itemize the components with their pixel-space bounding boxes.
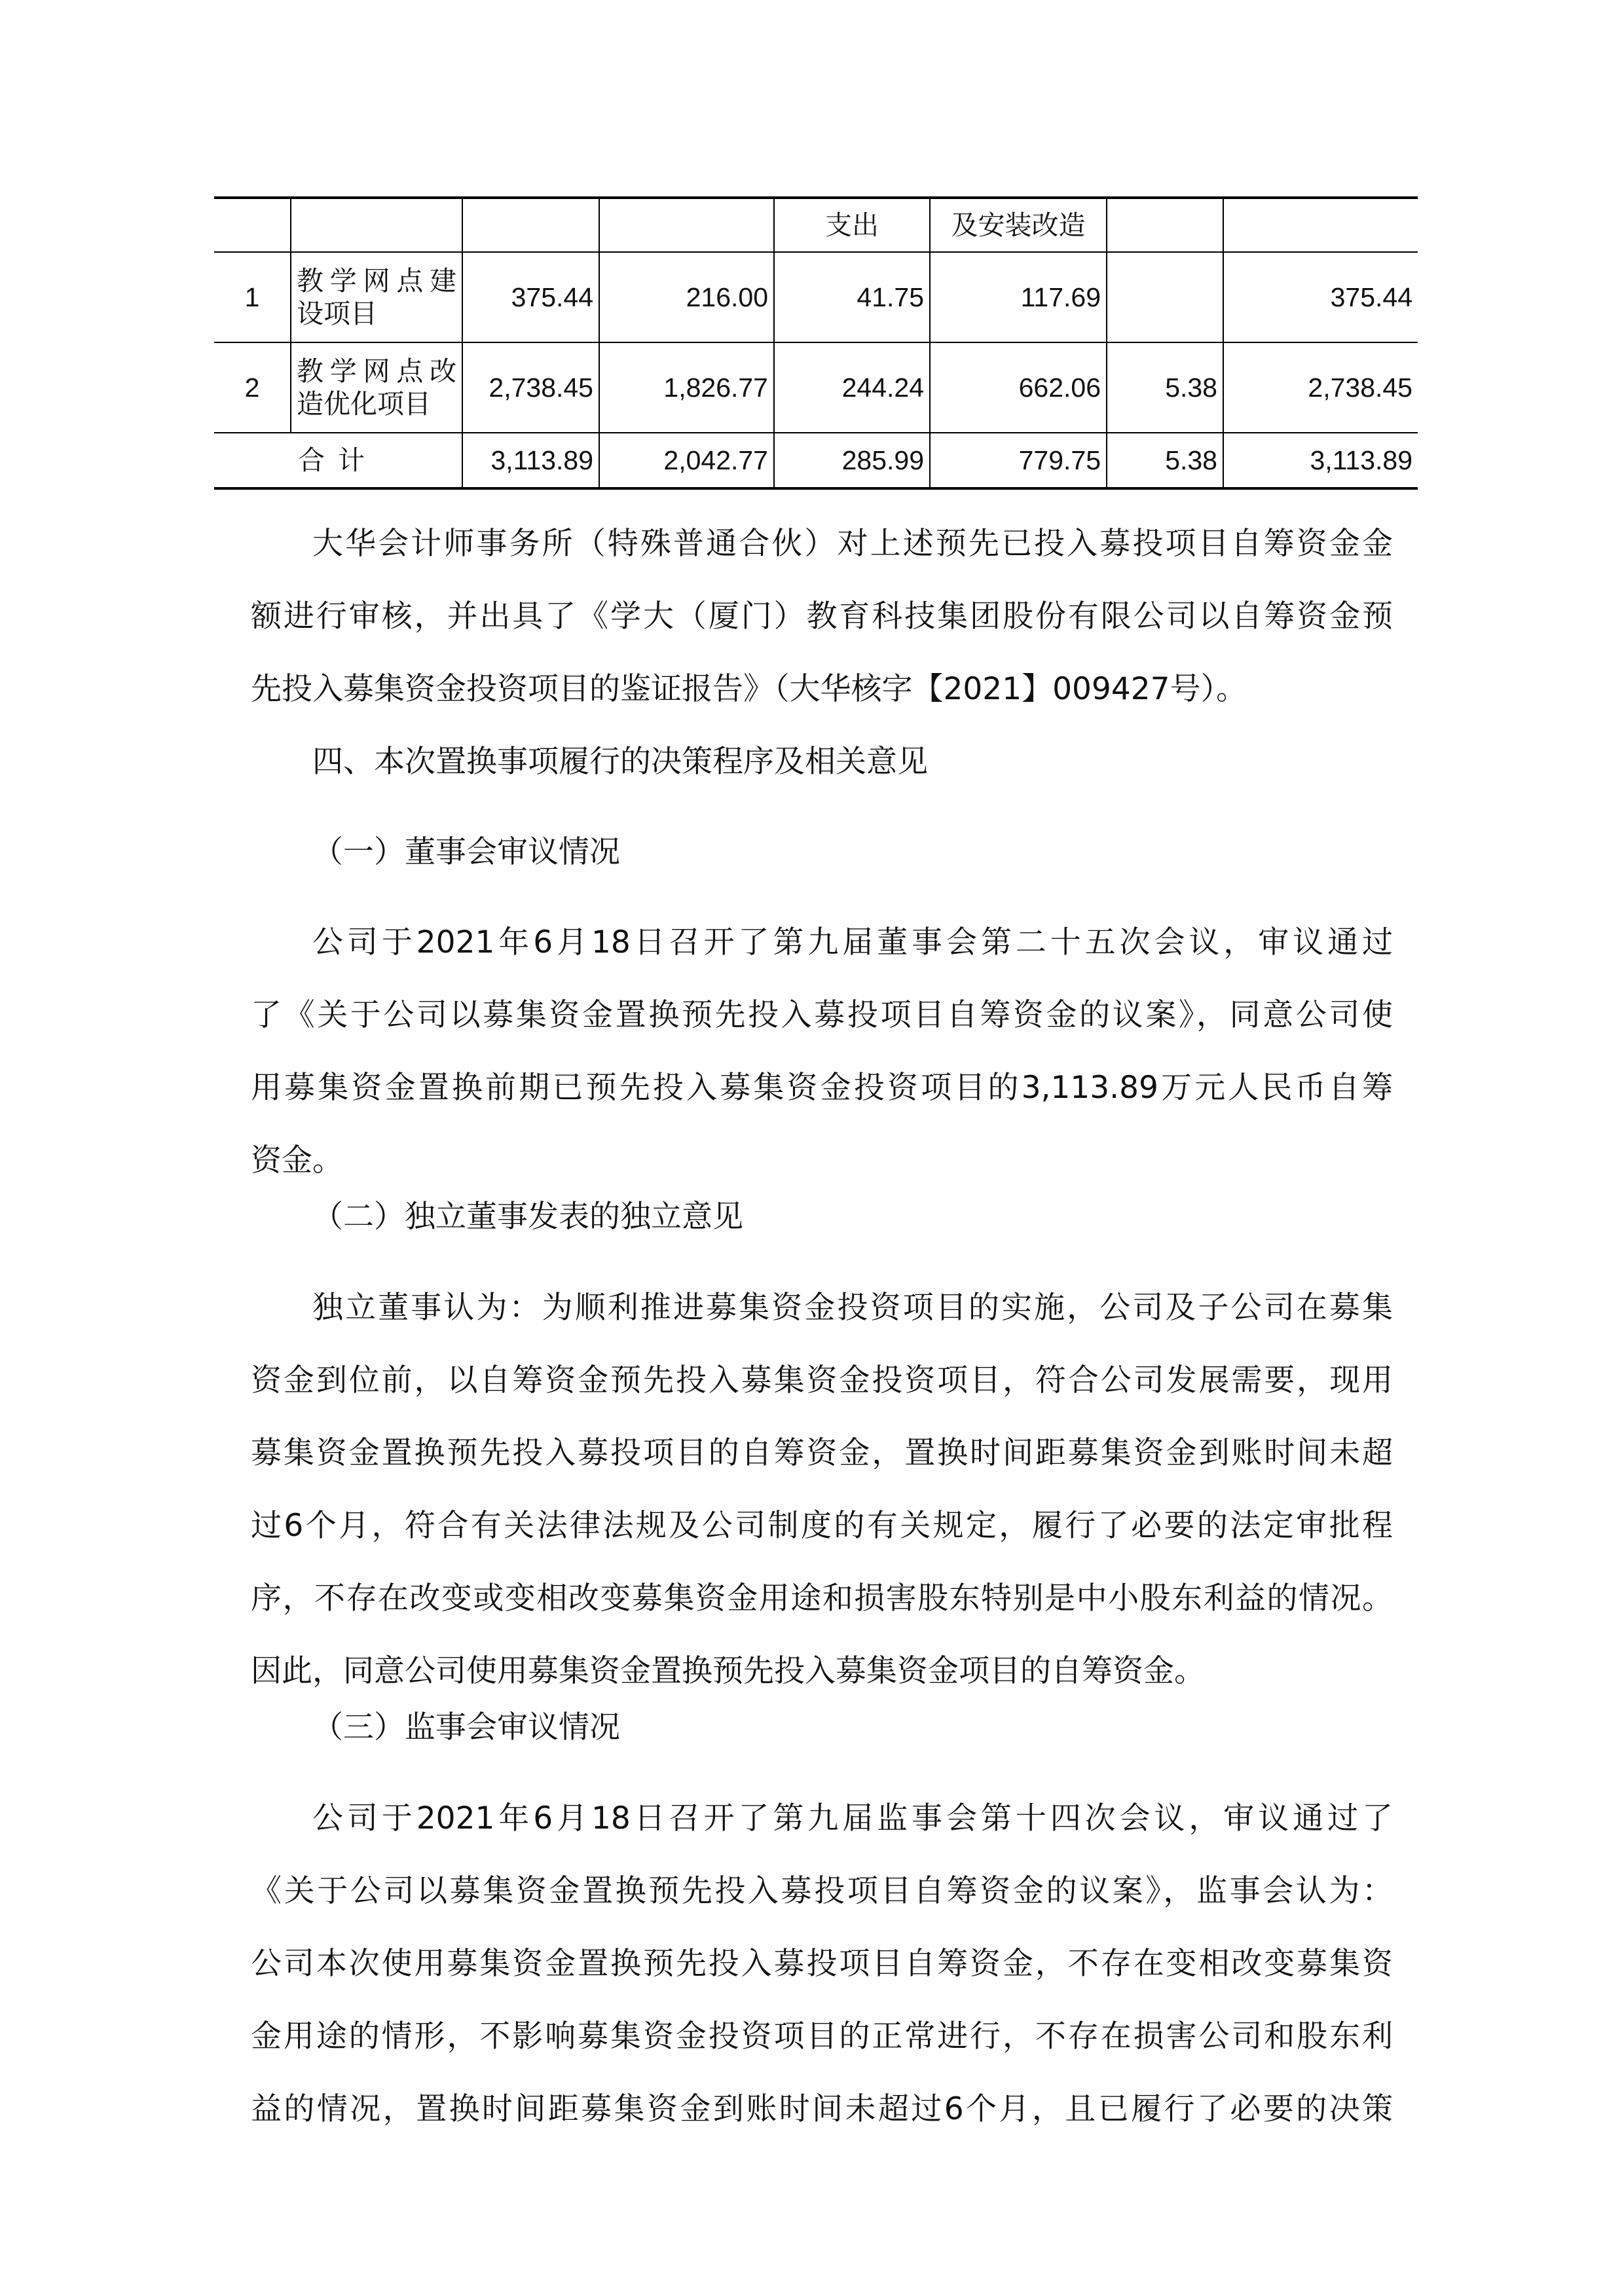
table-total-row [214, 433, 1418, 488]
table-cell: 662.06 [930, 342, 1107, 433]
table-cell [1107, 252, 1223, 342]
text-line: 因此，同意公司使用募集资金置换预先投入募集资金项目的自筹资金。 [251, 1653, 1205, 1689]
subsection-heading: （二）独立董事发表的独立意见 [312, 1199, 743, 1235]
text-line: 金用途的情形，不影响募集资金投资项目的正常进行，不存在损害公司和股东利 [251, 2018, 1393, 2054]
table-cell: 244.24 [774, 342, 930, 433]
text-line: 独立董事认为：为顺利推进募集资金投资项目的实施，公司及子公司在募集 [312, 1290, 1393, 1326]
text-line: 大华会计师事务所（特殊普通合伙）对上述预先已投入募投项目自筹资金金 [312, 526, 1393, 562]
board-paragraph [251, 906, 1393, 1197]
table-cell: 2,738.45 [1223, 342, 1418, 433]
section-heading: 四、本次置换事项履行的决策程序及相关意见 [312, 744, 928, 780]
text-line: 公司于2021年6月18日召开了第九届监事会第十四次会议，审议通过了 [312, 1800, 1393, 1836]
text-line: 了《关于公司以募集资金置换预先投入募投项目自筹资金的议案》，同意公司使 [251, 997, 1393, 1033]
table-cell: 5.38 [1107, 342, 1223, 433]
fund-table [214, 196, 1418, 490]
text-line: 先投入募集资金投资项目的鉴证报告》（大华核字【2021】009427号）。 [251, 671, 1247, 707]
table-cell: 41.75 [774, 252, 930, 342]
subsection-heading: （一）董事会审议情况 [312, 834, 620, 870]
table-cell: 2,042.77 [599, 433, 774, 488]
text-line: 序，不存在改变或变相改变募集资金用途和损害股东特别是中小股东利益的情况。 [251, 1580, 1393, 1616]
table-cell: 1,826.77 [599, 342, 774, 433]
text-line: 《关于公司以募集资金置换预先投入募投项目自筹资金的议案》，监事会认为： [251, 1873, 1393, 1909]
text-line: 用募集资金置换前期已预先投入募集资金投资项目的3,113.89万元人民币自筹 [251, 1070, 1393, 1106]
project-name [291, 342, 462, 433]
table-header-cell [214, 198, 291, 252]
table-cell: 285.99 [774, 433, 930, 488]
table-header-cell: 支出 [774, 198, 930, 252]
table-header-cell: 及安装改造 [930, 198, 1107, 252]
subsection-heading: （三）监事会审议情况 [312, 1709, 620, 1745]
project-name-line: 教学网点建 [297, 266, 456, 296]
text-line: 过6个月，符合有关法律法规及公司制度的有关规定，履行了必要的法定审批程 [251, 1508, 1393, 1544]
table-cell: 779.75 [930, 433, 1107, 488]
text-line: 益的情况，置换时间距募集资金到账时间未超过6个月，且已履行了必要的决策 [251, 2091, 1393, 2127]
table-header-cell [1107, 198, 1223, 252]
table-header-cell [599, 198, 774, 252]
row-number: 2 [214, 342, 291, 433]
table-cell: 2,738.45 [462, 342, 599, 433]
table-cell: 3,113.89 [462, 433, 599, 488]
text-line: 募集资金置换预先投入募投项目的自筹资金，置换时间距募集资金到账时间未超 [251, 1435, 1393, 1471]
table-row [214, 342, 1418, 433]
project-name-line: 设项目 [297, 299, 377, 329]
supervisory-paragraph [251, 1782, 1393, 2145]
table-cell: 216.00 [599, 252, 774, 342]
project-name-line: 教学网点改 [297, 356, 456, 386]
project-name [291, 252, 462, 342]
text-line: 资金。 [251, 1142, 343, 1178]
audit-paragraph [251, 507, 1393, 725]
independent-opinion-paragraph [251, 1271, 1393, 1707]
table-row [214, 252, 1418, 342]
table-cell: 375.44 [462, 252, 599, 342]
text-line: 公司于2021年6月18日召开了第九届董事会第二十五次会议，审议通过 [312, 924, 1393, 960]
text-line: 额进行审核，并出具了《学大（厦门）教育科技集团股份有限公司以自筹资金预 [251, 598, 1393, 634]
table-cell: 375.44 [1223, 252, 1418, 342]
table-header-cell [291, 198, 462, 252]
table-cell: 117.69 [930, 252, 1107, 342]
text-line: 公司本次使用募集资金置换预先投入募投项目自筹资金，不存在变相改变募集资 [251, 1946, 1393, 1982]
table-header-row [214, 198, 1418, 252]
text-line: 资金到位前，以自筹资金预先投入募集资金投资项目，符合公司发展需要，现用 [251, 1362, 1393, 1398]
table-header-cell [462, 198, 599, 252]
table-header-cell [1223, 198, 1418, 252]
table-cell: 3,113.89 [1223, 433, 1418, 488]
table-cell: 5.38 [1107, 433, 1223, 488]
row-number: 1 [214, 252, 291, 342]
project-name-line: 造优化项目 [297, 389, 431, 419]
total-label: 合计 [214, 433, 462, 488]
